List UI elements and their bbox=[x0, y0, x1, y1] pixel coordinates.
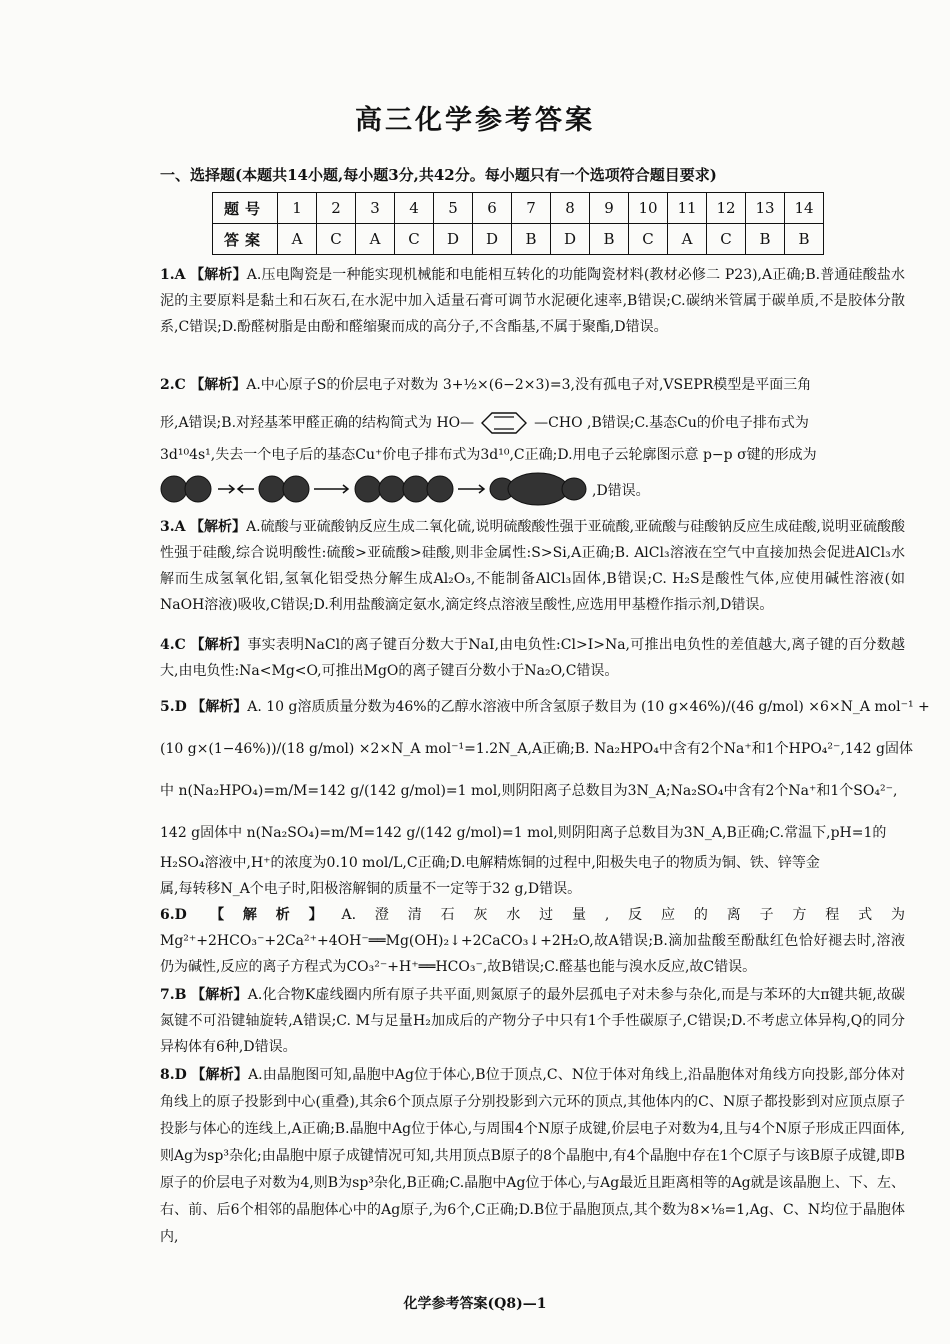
answer-table-answer: A bbox=[278, 224, 317, 255]
explanation-item-3 bbox=[160, 514, 905, 618]
explanation-item-1 bbox=[160, 262, 905, 340]
explanation-item-5-line-1 bbox=[160, 692, 930, 722]
answer-table-answer: D bbox=[551, 224, 590, 255]
explanation-item-5-line-5 bbox=[160, 850, 905, 876]
item-text: A.中心原子S的价层电子对数为 3+½×(6−2×3)=3,没有孤电子对,VSEPR模型是平面三角 bbox=[246, 377, 812, 393]
item-tag: 【解析】 bbox=[191, 699, 248, 715]
answer-table-number: 5 bbox=[434, 193, 473, 224]
answer-table bbox=[212, 192, 824, 255]
page-title: 高三化学参考答案 bbox=[355, 105, 595, 136]
benzene-ring-icon bbox=[474, 410, 534, 436]
answer-table-answer: B bbox=[785, 224, 824, 255]
answer-table-number: 2 bbox=[317, 193, 356, 224]
item-tag: 【解析】 bbox=[189, 519, 247, 535]
answer-table-label-answer: 答案 bbox=[213, 224, 278, 255]
item-text: 142 g固体中 n(Na₂SO₄)=m/M=142 g/(142 g/mol)=1 mol,则阴阳离子总数目为3N_A,B正确;C.常温下,pH=1的 bbox=[160, 825, 887, 841]
answer-table-number: 7 bbox=[512, 193, 551, 224]
answer-table-answer: B bbox=[746, 224, 785, 255]
item-tag: 【解析】 bbox=[190, 267, 247, 283]
explanation-item-2-line-4 bbox=[592, 478, 712, 504]
explanation-item-2-line-2 bbox=[160, 410, 905, 436]
answer-table-answer: A bbox=[356, 224, 395, 255]
answer-table-number: 10 bbox=[629, 193, 668, 224]
item-number: 8.D bbox=[160, 1067, 187, 1083]
explanation-item-6 bbox=[160, 902, 905, 980]
item-text: 3d¹⁰4s¹,失去一个电子后的基态Cu⁺价电子排布式为3d¹⁰,C正确;D.用电子云轮廓图示意 p−p σ键的形成为 bbox=[160, 447, 817, 463]
answer-table-answer: D bbox=[473, 224, 512, 255]
page-footer: 化学参考答案(Q8)—1 bbox=[403, 1296, 547, 1312]
answer-table-answer-row bbox=[213, 224, 824, 255]
answer-table-answer: C bbox=[707, 224, 746, 255]
item-tag: 【解析】 bbox=[191, 1067, 249, 1083]
item-number: 3.A bbox=[160, 519, 186, 535]
explanation-item-2-line-3 bbox=[160, 442, 905, 468]
item-tag: 【解析】 bbox=[210, 907, 342, 923]
answer-table-answer: C bbox=[317, 224, 356, 255]
item-tag: 【解析】 bbox=[190, 637, 248, 653]
item-text: A.压电陶瓷是一种能实现机械能和电能相互转化的功能陶瓷材料(教材必修二 P23),A正确;B.普通硅酸盐水泥的主要原料是黏土和石灰石,在水泥中加入适量石膏可调节水泥硬化速率,B错误;C.碳纳米管属于碳单质,不是胶体分散系,C错误;D.酚醛树脂是由酚和醛缩聚而成的高分子,不含酯基,不属于聚酯,D错误。 bbox=[160, 267, 906, 335]
item-text: 事实表明NaCl的离子键百分数大于NaI,由电负性:Cl>I>Na,可推出电负性的差值越大,离子键的百分数越大,由电负性:Na<Mg<O,可推出MgO的离子键百分数小于Na₂O,C错误。 bbox=[160, 637, 906, 679]
section-heading-choice: 一、选择题(本题共14小题,每小题3分,共42分。每小题只有一个选项符合题目要求) bbox=[160, 166, 717, 184]
item-text: A.由晶胞图可知,晶胞中Ag位于体心,B位于顶点,C、N位于体对角线上,沿晶胞体对角线方向投影,部分体对角线上的原子投影到中心(重叠),其余6个顶点原子分别投影到六元环的顶点,其他体内的C、N原子都投影到对应顶点原子投影与体心的连线上,A正确;B.晶胞中Ag位于体心,与周围4个N原子成键,价层电子对数为4,且与4个N原子形成正四面体,则Ag为sp³杂化;由晶胞中原子成键情况可知,共用顶点B原子的8个晶胞中,有4个晶胞中存在1个C原子与该B原子成键,即B原子的价层电子对数为4,则B为sp³杂化,B正确;C.晶胞中Ag位于体心,与Ag最近且距离相等的Ag就是该晶胞上、下、左、右、前、后6个相邻的晶胞体心中的Ag原子,为6个,C正确;D.B位于晶胞顶点,其个数为8×⅛=1,Ag、C、N均位于晶胞体内, bbox=[160, 1067, 906, 1245]
answer-table-answer: C bbox=[395, 224, 434, 255]
explanation-item-5-line-3 bbox=[160, 776, 905, 806]
item-tag: 【解析】 bbox=[190, 377, 247, 393]
item-number: 1.A bbox=[160, 267, 186, 283]
answer-table-answer: A bbox=[668, 224, 707, 255]
item-text: H₂SO₄溶液中,H⁺的浓度为0.10 mol/L,C正确;D.电解精炼铜的过程中,阳极失电子的物质为铜、铁、锌等金 bbox=[160, 855, 820, 871]
answer-table-number: 13 bbox=[746, 193, 785, 224]
item-number: 6.D bbox=[160, 907, 187, 923]
explanation-item-2-line-1 bbox=[160, 372, 905, 398]
item-text: (10 g×(1−46%))/(18 g/mol) ×2×N_A mol⁻¹=1.2N_A,A正确;B. Na₂HPO₄中含有2个Na⁺和1个HPO₄²⁻,142 g固体 bbox=[160, 741, 913, 757]
answer-table-number: 1 bbox=[278, 193, 317, 224]
explanation-item-8 bbox=[160, 1062, 905, 1251]
answer-table-answer: C bbox=[629, 224, 668, 255]
item-text: ,D错误。 bbox=[592, 483, 650, 499]
answer-table-number-row bbox=[213, 193, 824, 224]
answer-table-answer: B bbox=[512, 224, 551, 255]
answer-table-number: 6 bbox=[473, 193, 512, 224]
answer-table-number: 14 bbox=[785, 193, 824, 224]
explanation-item-4 bbox=[160, 632, 905, 684]
electron-cloud-diagram-icon bbox=[160, 472, 590, 506]
item-text: A.澄清石灰水过量,反应的离子方程式为Mg²⁺+2HCO₃⁻+2Ca²⁺+4OH⁻══Mg(OH)₂↓+2CaCO₃↓+2H₂O,故A错误;B.滴加盐酸至酚酞红色恰好褪去时,溶液仍为碱性,反应的离子方程式为CO₃²⁻+H⁺══HCO₃⁻,故B错误;C.醛基也能与溴水反应,故C错误。 bbox=[160, 907, 906, 975]
item-number: 2.C bbox=[160, 377, 186, 393]
answer-table-number: 11 bbox=[668, 193, 707, 224]
item-text: 属,每转移N_A个电子时,阳极溶解铜的质量不一定等于32 g,D错误。 bbox=[160, 881, 582, 897]
answer-table-answer: B bbox=[590, 224, 629, 255]
explanation-item-5-line-2 bbox=[160, 734, 913, 764]
item-text: 形,A错误;B.对羟基苯甲醛正确的结构简式为 HO— bbox=[160, 415, 475, 431]
answer-table-label-number: 题号 bbox=[213, 193, 278, 224]
p-p-sigma-bond-diagram bbox=[160, 472, 590, 510]
item-tag: 【解析】 bbox=[191, 987, 248, 1003]
item-number: 4.C bbox=[160, 637, 186, 653]
item-number: 5.D bbox=[160, 699, 187, 715]
explanation-item-5-line-6 bbox=[160, 876, 905, 902]
item-text: A.化合物K虚线圈内所有原子共平面,则氮原子的最外层孤电子对未参与杂化,而是与苯环的大π键共轭,故碳氮键不可沿键轴旋转,A错误;C. M与足量H₂加成后的产物分子中只有1个手性碳原子,C错误;D.不考虑立体异构,Q的同分异构体有6种,D错误。 bbox=[160, 987, 906, 1055]
answer-table-number: 8 bbox=[551, 193, 590, 224]
explanation-item-5-line-4 bbox=[160, 818, 905, 848]
item-number: 7.B bbox=[160, 987, 187, 1003]
answer-table-number: 9 bbox=[590, 193, 629, 224]
item-text: A.硫酸与亚硫酸钠反应生成二氧化硫,说明硫酸酸性强于亚硫酸,亚硫酸与硅酸钠反应生成硅酸,说明亚硫酸酸性强于硅酸,综合说明酸性:硫酸>亚硫酸>硅酸,则非金属性:S>Si,A正确;B. AlCl₃溶液在空气中直接加热会促进AlCl₃水解而生成氢氧化铝,氢氧化铝受热分解生成Al₂O₃,不能制备AlCl₃固体,B错误;C. H₂S是酸性气体,应使用碱性溶液(如NaOH溶液)吸收,C错误;D.利用盐酸滴定氨水,滴定终点溶液呈酸性,应选用甲基橙作指示剂,D错误。 bbox=[160, 519, 906, 613]
item-text: 中 n(Na₂HPO₄)=m/M=142 g/(142 g/mol)=1 mol,则阴阳离子总数目为3N_A;Na₂SO₄中含有2个Na⁺和1个SO₄²⁻, bbox=[160, 783, 898, 799]
answer-table-number: 4 bbox=[395, 193, 434, 224]
answer-table-answer: D bbox=[434, 224, 473, 255]
answer-table-number: 3 bbox=[356, 193, 395, 224]
item-text: A. 10 g溶质质量分数为46%的乙醇水溶液中所含氢原子数目为 (10 g×46%)/(46 g/mol) ×6×N_A mol⁻¹ + bbox=[247, 699, 930, 715]
answer-table-number: 12 bbox=[707, 193, 746, 224]
explanation-item-7 bbox=[160, 982, 905, 1060]
item-text: —CHO ,B错误;C.基态Cu的价电子排布式为 bbox=[534, 415, 809, 431]
